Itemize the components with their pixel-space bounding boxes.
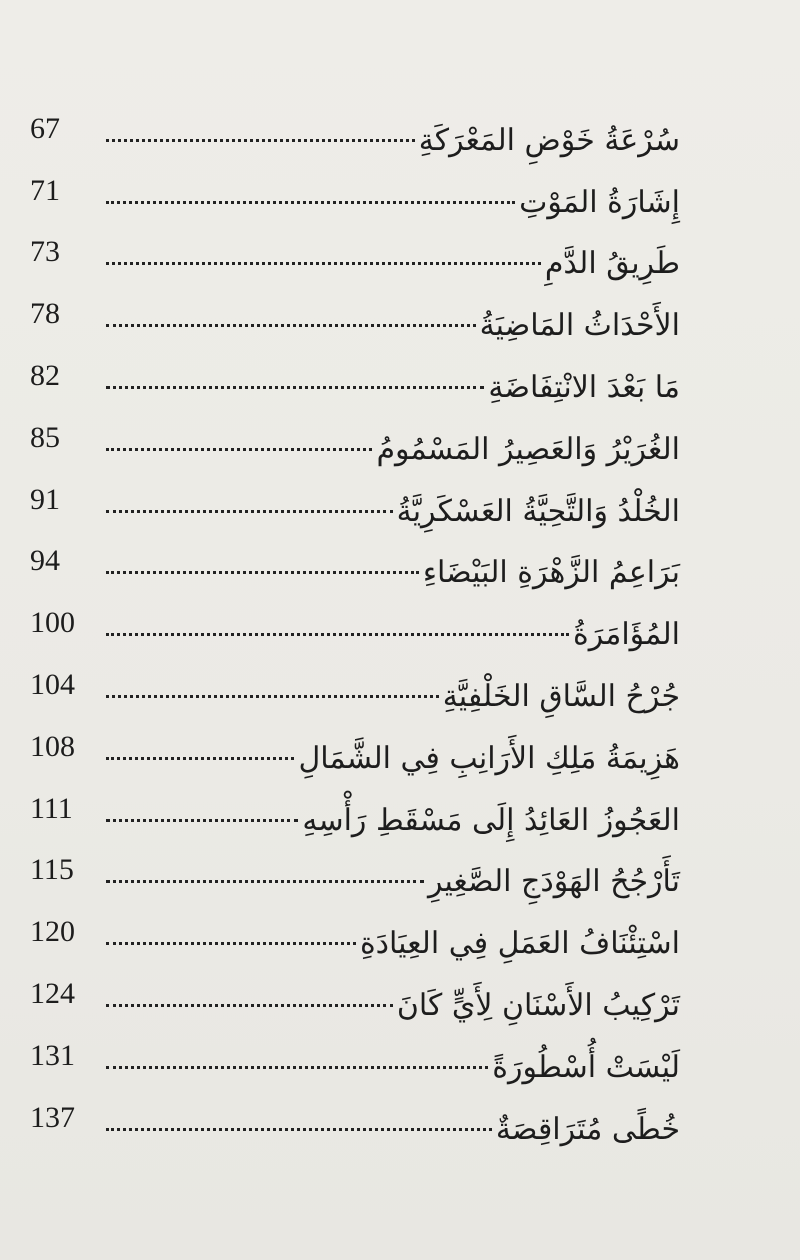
toc-page-number: 115 [30,853,74,887]
toc-page-number: 91 [30,482,60,516]
toc-page-number: 67 [30,111,60,145]
toc-title: جُرْحُ السَّاقِ الخَلْفِيَّةِ [442,678,680,714]
dot-leader [106,386,484,389]
toc-page-number: 108 [30,729,75,763]
dot-leader [106,571,419,574]
toc-entry [30,1027,680,1089]
toc-title: بَرَاعِمُ الزَّهْرَةِ البَيْضَاءِ [422,555,680,591]
dot-leader [106,448,372,451]
toc-title: اسْتِئْنَافُ العَمَلِ فِي العِيَادَةِ [359,926,680,962]
toc-entry [30,780,680,842]
table-of-contents [30,100,680,1151]
dot-leader [106,1004,393,1007]
toc-title: الخُلْدُ وَالتَّحِيَّةُ العَسْكَرِيَّةُ [396,493,680,529]
toc-page-number: 120 [30,915,75,949]
toc-title: المُؤَامَرَةُ [573,617,680,653]
dot-leader [106,633,569,636]
dot-leader [106,139,415,142]
toc-entry [30,285,680,347]
toc-entry [30,347,680,409]
toc-page-number: 82 [30,358,60,392]
toc-title: خُطًى مُتَرَاقِصَةٌ [495,1111,680,1147]
dot-leader [106,201,515,204]
dot-leader [106,757,294,760]
toc-page-number: 94 [30,544,60,578]
toc-entry [30,162,680,224]
toc-page-number: 100 [30,606,75,640]
toc-entry [30,718,680,780]
toc-page-number: 124 [30,976,75,1010]
dot-leader [106,1128,492,1131]
dot-leader [106,1066,488,1069]
toc-page-number: 78 [30,297,60,331]
toc-title: الغُرَيْرُ وَالعَصِيرُ المَسْمُومُ [376,431,680,467]
toc-entry [30,409,680,471]
toc-entry [30,842,680,904]
toc-entry [30,1089,680,1151]
dot-leader [106,819,298,822]
toc-entry [30,533,680,595]
toc-title: مَا بَعْدَ الانْتِفَاضَةِ [488,369,680,405]
toc-page-number: 71 [30,173,60,207]
toc-title: لَيْسَتْ أُسْطُورَةً [492,1049,680,1085]
toc-entry [30,471,680,533]
toc-entry [30,594,680,656]
toc-page-number: 73 [30,235,60,269]
toc-entry [30,903,680,965]
toc-page-number: 137 [30,1100,75,1134]
toc-title: طَرِيقُ الدَّمِ [544,246,680,282]
toc-entry [30,224,680,286]
toc-title: تَأَرْجُحُ الهَوْدَجِ الصَّغِيرِ [427,864,680,900]
dot-leader [106,942,356,945]
toc-page-number: 104 [30,667,75,701]
toc-page-number: 85 [30,420,60,454]
toc-entry [30,656,680,718]
toc-title: إِشَارَةُ المَوْتِ [519,184,680,220]
toc-title: تَرْكِيبُ الأَسْنَانِ لِأَيٍّ كَانَ [396,987,680,1023]
dot-leader [106,262,541,265]
dot-leader [106,880,424,883]
toc-title: الأَحْدَاثُ المَاضِيَةُ [479,308,680,344]
toc-entry [30,965,680,1027]
toc-title: العَجُوزُ العَائِدُ إِلَى مَسْقَطِ رَأْسِهِ [302,802,680,838]
toc-entry [30,100,680,162]
dot-leader [106,324,476,327]
toc-page-number: 111 [30,791,73,825]
dot-leader [106,695,439,698]
toc-title: هَزِيمَةُ مَلِكِ الأَرَانِبِ فِي الشَّمَالِ [298,740,680,776]
dot-leader [106,510,393,513]
toc-page-number: 131 [30,1038,75,1072]
toc-title: سُرْعَةُ خَوْضِ المَعْرَكَةِ [418,122,680,158]
